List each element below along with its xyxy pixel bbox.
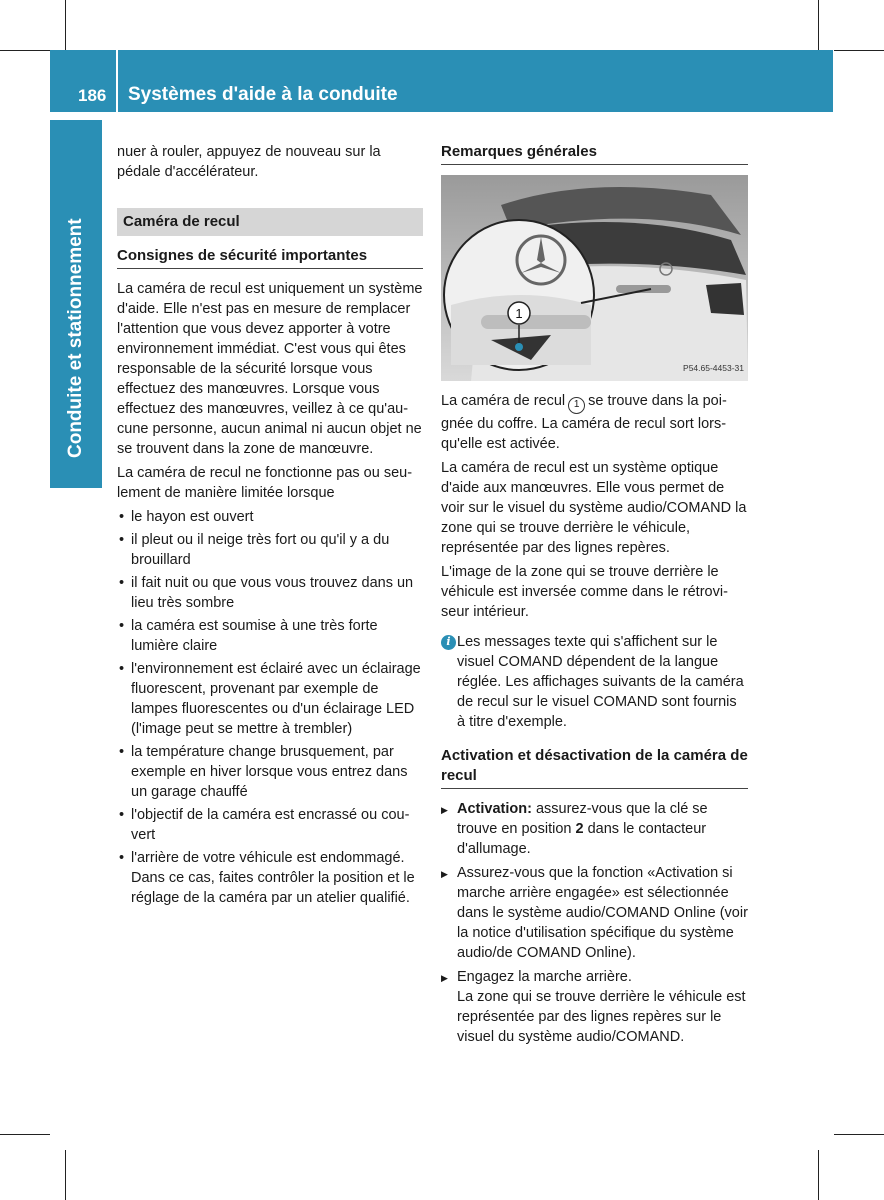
subheading-general: Remarques générales [441,142,748,165]
text-run: se trouve dans la poignée du coffre. La caméra de recul sort lorsqu'elle est activée. [441,393,727,452]
intro-paragraph: nuer à rouler, appuyez de nouveau sur la pédale d'accélérateur. [117,144,381,180]
crop-mark [818,0,819,50]
chapter-side-tab-label: Conduite et stationnement [65,218,86,458]
text-run: La caméra de recul [441,393,566,409]
right-column [441,142,748,1051]
crop-mark [65,0,66,50]
step-item [441,799,748,859]
page-title: Systèmes d'aide à la conduite [128,84,398,105]
inverted-image-paragraph: L'image de la zone qui se trouve derrière le véhicule est inversée comme dans le rétroviseur intérieur. [441,563,728,620]
list-item: • il fait nuit ou que vous vous trouvez dans un lieu très sombre [117,573,423,613]
step-item [441,967,748,1047]
key-position: 2 [575,820,584,837]
limitations-list [117,507,423,908]
crop-mark [0,50,50,51]
step-label: Activation: [457,800,532,817]
page-number: 186 [78,86,107,105]
step-item: ▶ Assurez-vous que la fonction «Activation si marche arrière engagée» est sélectionnée dans le système audio/COMAND Online (voir la notice d'utilisation spécifique du système audio/de COMAND Online). [441,863,748,963]
crop-mark [65,1150,66,1200]
car-rear-illustration [441,175,748,381]
text-run: assurez-vous que la clé se trouve en position [457,800,708,837]
crop-mark [834,50,884,51]
rear-camera-figure [441,175,748,381]
section-title: Caméra de recul [117,208,423,236]
limitations-paragraph: La caméra de recul ne fonctionne pas ou seulement de manière limitée lorsque [117,465,413,501]
subheading-safety: Consignes de sécurité importantes [117,246,423,269]
list-item: • la caméra est soumise à une très forte lumière claire [117,616,423,656]
text-run: dans le contacteur d'allumage. [457,820,707,857]
list-item: • l'objectif de la caméra est encrassé ou couvert [117,805,423,845]
list-item: • l'environnement est éclairé avec un éclairage fluorescent, provenant par exemple de lampes fluorescentes ou d'un éclairage LED (l'image peut se mettre à trembler) [117,659,423,739]
text-run: La zone qui se trouve derrière le véhicule est représentée par des lignes repères sur le visuel du système audio/COMAND. [457,988,746,1045]
info-note [441,632,748,732]
crop-mark [0,1134,50,1135]
camera-description-paragraph: La caméra de recul est un système optique d'aide aux manœuvres. Elle vous permet de voir sur le visuel du système audio/COMAND la zone qui se trouve derrière le véhicule, représentée par des lignes repères. [441,459,747,556]
text-run: Engagez la marche arrière. [457,968,632,985]
left-column [117,142,423,911]
callout-1-icon: 1 [568,397,585,414]
subheading-activation: Activation et désactivation de la caméra de recul [441,746,748,789]
camera-location-paragraph [441,391,748,454]
list-item: • l'arrière de votre véhicule est endommagé. Dans ce cas, faites contrôler la position et le réglage de la caméra par un atelier qualifié. [117,848,423,908]
chapter-side-tab [50,120,102,488]
info-note-text: Les messages texte qui s'affichent sur le visuel COMAND dépendent de la langue réglée. Les affichages suivants de la caméra de recul sur le visuel COMAND sont fournis à titre d'exemple. [457,633,744,730]
figure-code: P54.65-4453-31 [683,363,744,373]
list-item: • la température change brusquement, par exemple en hiver lorsque vous entrez dans un garage chauffé [117,742,423,802]
figure-callout-label: 1 [515,306,523,321]
safety-paragraph: La caméra de recul est uniquement un système d'aide. Elle n'est pas en mesure de remplacer l'attention que vous devez apporter à votre environnement immédiat. C'est vous qui êtes responsable de la sécurité lorsque vous effectuez des manœuvres. Lorsque vous effectuez des manœuvres, veillez à ce qu'aucune personne, aucun animal ni aucun objet ne se trouvent dans la zone de manœuvre. [117,281,423,457]
list-item: • il pleut ou il neige très fort ou qu'il y a du brouillard [117,530,423,570]
activation-steps [441,799,748,1047]
info-icon: i [441,635,456,650]
list-item: • le hayon est ouvert [117,507,423,527]
crop-mark [818,1150,819,1200]
crop-mark [834,1134,884,1135]
